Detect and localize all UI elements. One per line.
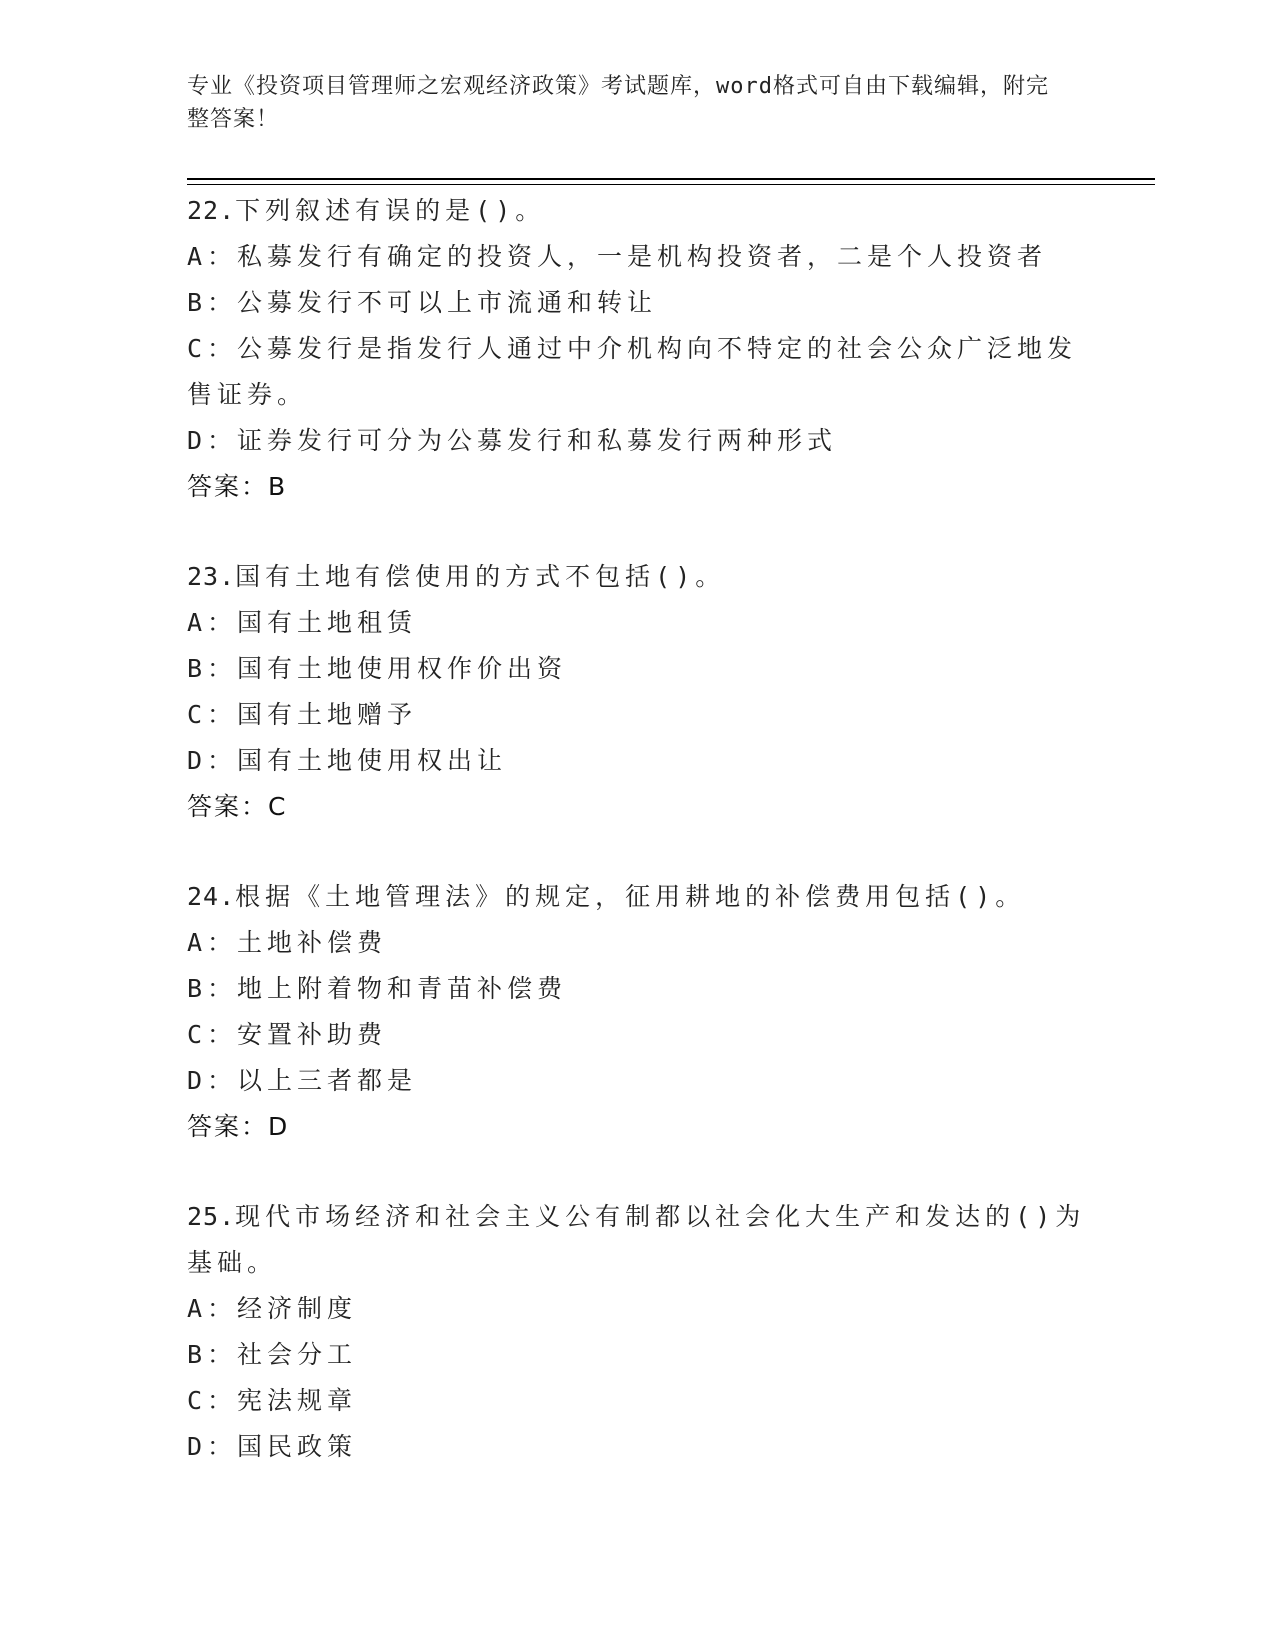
question-text: 下列叙述有误的是()。 [235,196,546,225]
question-23 [187,554,1087,830]
answer-line: 答案：D [187,1112,290,1141]
answer-line: 答案：C [187,792,288,821]
option-b: B：地上附着物和青苗补偿费 [187,974,568,1003]
question-list [187,188,1087,1514]
question-25 [187,1194,1087,1470]
option-a: A：经济制度 [187,1294,358,1323]
header-divider-thin [187,184,1155,185]
question-24 [187,874,1087,1150]
option-a: A：私募发行有确定的投资人，一是机构投资者，二是个人投资者 [187,242,1048,271]
question-stem [187,1194,1087,1286]
question-stem [187,188,1087,234]
option-c: C：公募发行是指发行人通过中介机构向不特定的社会公众广泛地发售证券。 [187,334,1078,409]
question-number: 25. [187,1202,236,1231]
option-b: B：社会分工 [187,1340,358,1369]
option-d: D：以上三者都是 [187,1066,418,1095]
option-d: D：证券发行可分为公募发行和私募发行两种形式 [187,426,838,455]
option-b: B：公募发行不可以上市流通和转让 [187,288,658,317]
question-text: 现代市场经济和社会主义公有制都以社会化大生产和发达的()为基础。 [187,1202,1086,1277]
option-a: A：国有土地租赁 [187,608,418,637]
question-number: 22. [187,196,236,225]
option-d: D：国有土地使用权出让 [187,746,508,775]
question-text: 根据《土地管理法》的规定，征用耕地的补偿费用包括()。 [235,882,1026,911]
document-header: 专业《投资项目管理师之宏观经济政策》考试题库，word格式可自由下载编辑，附完整答案！ [187,74,1049,132]
option-b: B：国有土地使用权作价出资 [187,654,568,683]
answer-line: 答案：B [187,472,288,501]
option-c: C：国有土地赠予 [187,700,418,729]
option-d: D：国民政策 [187,1432,358,1461]
question-text: 国有土地有偿使用的方式不包括()。 [235,562,726,591]
option-c: C：安置补助费 [187,1020,388,1049]
question-number: 24. [187,882,236,911]
question-22 [187,188,1087,510]
question-number: 23. [187,562,236,591]
option-a: A：土地补偿费 [187,928,388,957]
question-stem [187,874,1087,920]
question-stem [187,554,1087,600]
option-c: C：宪法规章 [187,1386,358,1415]
header-divider-thick [187,178,1155,180]
